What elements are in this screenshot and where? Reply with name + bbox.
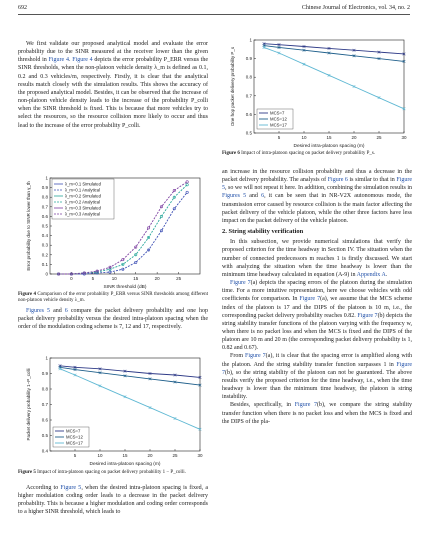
y-tick-label: 1 (45, 355, 48, 361)
header-rule (18, 14, 410, 15)
x-tick-label: 5 (277, 135, 281, 140)
data-point (186, 184, 188, 186)
text-run: (a), it is clear that the spacing error is amplified along with the platoon. And the string stability transfer function surpasses 1 in (222, 353, 412, 368)
y-tick-label: 0.7 (41, 402, 48, 407)
text-run: According to (26, 485, 61, 491)
x-tick-label: 0 (70, 276, 73, 281)
paragraph (222, 238, 412, 279)
y-tick-label: 0.6 (41, 417, 48, 423)
y-tick-label: 1 (249, 37, 252, 43)
x-tick-label: 20 (351, 135, 357, 140)
legend-label: MCS=12 (270, 116, 287, 122)
series-line (60, 369, 200, 430)
text-run: (b), so the string stability of the platoon can not be guaranteed. The above results verify the proposed criterion for the time headway, i.e., when the time headway is lower than the minimum time headway, the platoon is string instability. (222, 369, 412, 401)
y-tick-label: 1 (45, 175, 48, 181)
series-line (60, 367, 200, 385)
text-run: (b), we compare the string stability transfer function when there is no packet loss and when the MCS is fixed and the DIPS of the pla- (222, 402, 412, 425)
cross-reference-link[interactable]: Figure 7 (357, 312, 378, 319)
caption-label: Figure 6 (222, 151, 240, 156)
x-tick-label: 20 (147, 453, 153, 458)
x-tick-label: 15 (122, 453, 128, 458)
figure-4-chart (18, 172, 208, 290)
x-axis-label: Desired intra-platoon spacing (m) (89, 462, 161, 467)
y-tick-label: 0.9 (41, 185, 48, 191)
cross-reference-link[interactable]: Figure 5 (60, 485, 82, 491)
legend-label: MCS=7 (270, 110, 285, 116)
y-tick-label: 0.5 (41, 223, 48, 229)
cross-reference-link[interactable]: Figure 4 (72, 57, 93, 64)
y-tick-label: 0.9 (41, 371, 48, 376)
legend-label: λ_m=0.2 Analytical (65, 199, 101, 205)
legend-label: MCS=17 (270, 122, 287, 128)
text-run: (b) depicts the string stability transfer functions of the platoon varying with the frequency w, when there is no packet loss and when the MCS is fixed and the DIPS of the platoon are 10 m and 20 m (the corresponding packet delivery probability is 1, 0.82 and 0.67). (222, 312, 413, 352)
left-col-mid (18, 307, 208, 331)
y-tick-label: 0.2 (41, 252, 48, 258)
cross-reference-link[interactable]: Figure 4 (48, 57, 69, 64)
paragraph (18, 40, 208, 130)
y-axis-label: Error probability due to SINR lower than γ_th (26, 181, 31, 271)
y-tick-label: 0.4 (41, 448, 48, 454)
x-tick-label: 30 (197, 453, 203, 458)
text-run: . (68, 57, 73, 64)
legend-label: MCS=7 (66, 428, 81, 434)
cross-reference-link[interactable]: Figure 6 (327, 177, 348, 184)
y-axis-label: Packet delivery probability 1−P_colli (26, 368, 31, 441)
figure-6-chart (222, 34, 412, 149)
text-run: Besides, specifically, in (230, 402, 295, 409)
running-header: Chinese Journal of Electronics, vol. 34, no. 2 (301, 5, 410, 11)
y-tick-label: 0.8 (41, 194, 48, 200)
y-tick-label: 0.5 (245, 130, 252, 136)
text-run: , when the desired intra-platoon spacing is fixed, a higher modulation coding order leads to a decrease in the packet delivery probability. This is because a higher modulation and coding order corresponds to a higher SINR threshold, which leads to (18, 485, 208, 516)
caption-text: Comparison of the error probability P_ERR versus SINR thresholds among different non-platoon vehicle density λ_m. (18, 292, 208, 304)
paragraph (222, 279, 412, 352)
y-tick-label: 0.6 (41, 213, 48, 219)
text-run: , so we will not repeat it here. In addition, combining the simulation results in (225, 185, 412, 192)
figure-5-chart (18, 352, 208, 467)
legend-label: λ_m=0.2 Simulated (65, 193, 101, 199)
text-run: and (246, 193, 262, 200)
x-tick-label: 5 (91, 276, 95, 281)
legend-label: λ_m=0.1 Analytical (65, 187, 101, 193)
x-tick-label: 15 (133, 276, 139, 281)
cross-reference-link[interactable]: Figures 5 (26, 308, 51, 314)
series-line (264, 46, 404, 62)
cross-reference-link[interactable]: Figures 5 (222, 193, 247, 200)
cross-reference-link[interactable]: 6 (64, 308, 68, 314)
paragraph (18, 307, 208, 331)
left-col-top (18, 40, 208, 130)
cross-reference-link[interactable]: Appendix A (356, 271, 386, 278)
series-line (264, 44, 404, 54)
y-tick-label: 0.5 (41, 433, 48, 438)
y-tick-label: 0 (45, 271, 48, 277)
x-tick-label: 25 (376, 135, 382, 140)
text-run: From (230, 353, 245, 360)
x-tick-label: 10 (111, 276, 117, 281)
legend-label: λ_m=0.3 Analytical (65, 211, 101, 217)
text-run: depicts the error probability P_ERR versus the SINR thresholds, when the non-platoon vehicle density λ_m is defined as 0.1, 0.2 and 0.3 vehicles/m, respectively. Firstly, it is clear that the analytical results match closely with the simulation results. This shows the accuracy of the proposed analytical model. Besides, it can be observed that the increase of non-platoon vehicle density leads to the increase of the probability P_colli when the SINR threshold is fixed. This is because that more vehicles try to select the resources, so the resource collision more likely to occur and thus lead to the increase of the error probability P_colli. (18, 57, 209, 129)
left-col-bottom (18, 484, 208, 517)
paragraph (18, 484, 208, 517)
x-tick-label: 15 (326, 135, 332, 140)
cross-reference-link[interactable]: Figure 7 (245, 353, 266, 360)
cross-reference-link[interactable]: Figure 7 (299, 296, 321, 303)
figure-4-caption (18, 292, 208, 305)
cross-reference-link[interactable]: Figure 7 (222, 361, 412, 376)
cross-reference-link[interactable]: Figure 5 (222, 177, 412, 192)
y-axis-label: One hop packet delivery probability P_s (230, 46, 235, 127)
figure-5-caption (18, 470, 208, 476)
data-point (122, 258, 124, 260)
page-number: 692 (18, 5, 27, 11)
text-run: In this subsection, we provide numerical simulations that verify the proposed criterion for the time headway in Section IV. The situation when the number of connected predecessors m reaches 1 is firstly discussed. We start with analyzing the situation when the time headway is lower than the minimum time headway calculated in equation (A-9) in (222, 239, 412, 278)
caption-text: Impact of intra-platoon spacing on packet delivery probability 1 − P_colli. (35, 470, 186, 475)
y-tick-label: 0.3 (41, 242, 48, 248)
cross-reference-link[interactable]: 6 (261, 193, 265, 200)
x-tick-label: 25 (172, 453, 178, 458)
cross-reference-link[interactable]: Figure 7 (230, 280, 251, 287)
text-run: We first validate our proposed analytical model and evaluate the error probability due to the SINR measured at the receiver lower than the given threshold in (18, 41, 208, 64)
right-col (222, 168, 412, 426)
y-tick-label: 0.1 (41, 261, 48, 267)
text-run: (a) depicts the spacing errors of the platoon during the simulation time. For a more intuitive representation, here we choose vehicles with odd coefficients for comparison. In (222, 280, 412, 303)
text-run: . (385, 271, 388, 278)
caption-label: Figure 5 (18, 470, 36, 475)
text-run: and (50, 308, 65, 314)
paragraph (222, 401, 412, 425)
paragraph (222, 168, 412, 225)
figure-6-caption (222, 151, 412, 157)
text-run: an increase in the resource collision probability and thus a decrease in the packet delivery probability. The analysis of (222, 169, 412, 184)
y-tick-label: 0.9 (245, 56, 252, 62)
legend-label: λ_m=0.3 Simulated (65, 205, 101, 211)
x-axis-label: SINR threshold (dB) (103, 285, 147, 290)
x-tick-label: 30 (401, 135, 407, 140)
text-run: is similar to that in (347, 177, 397, 184)
x-tick-label: 20 (154, 276, 160, 281)
text-run: (a), we assume that the MCS scheme index of the platoon is 17 and the DIPS of the platoon is 10 m, i.e., the corresponding packet delivery probability reaches 0.82. (222, 296, 412, 319)
legend-label: MCS=12 (66, 434, 83, 440)
text-run: compare the packet delivery probability and one hop packet delivery probability versus the desired intra-platoon spacing when the order of the modulation coding scheme is 7, 12 and 17, respectively. (18, 308, 208, 331)
caption-text: Impact of intra-platoon spacing on packet delivery probability P_s. (239, 151, 376, 156)
x-tick-label: 25 (176, 276, 182, 281)
x-axis-label: Desired intra-platoon spacing (m) (293, 144, 365, 149)
y-tick-label: 0.7 (245, 93, 252, 99)
x-tick-label: 5 (73, 453, 77, 458)
cross-reference-link[interactable]: Figure 7 (294, 402, 318, 409)
data-point (186, 181, 188, 183)
y-tick-label: 0.8 (245, 74, 252, 80)
text-run: , it can be seen that in NR-V2X autonomous mode, the transmission error caused by resource collision is the main factor affecting the packet delivery of the vehicle platoon, while the other three factors have less impact on the packet delivery of the vehicle platoon. (222, 193, 413, 224)
caption-label: Figure 4 (18, 292, 36, 297)
legend-label: λ_m=0.1 Simulated (65, 181, 101, 187)
y-tick-label: 0.8 (41, 386, 48, 392)
series-line (264, 47, 404, 108)
y-tick-label: 0.6 (245, 111, 252, 117)
y-tick-label: 0.7 (41, 204, 48, 210)
paragraph (222, 352, 412, 401)
data-point (186, 191, 188, 193)
x-tick-label: 10 (97, 453, 103, 458)
y-tick-label: 0.4 (41, 233, 48, 239)
x-tick-label: 10 (301, 135, 307, 140)
section-title: 2. String stability verification (222, 228, 304, 236)
legend-label: MCS=17 (66, 440, 83, 446)
series-line (60, 366, 200, 378)
